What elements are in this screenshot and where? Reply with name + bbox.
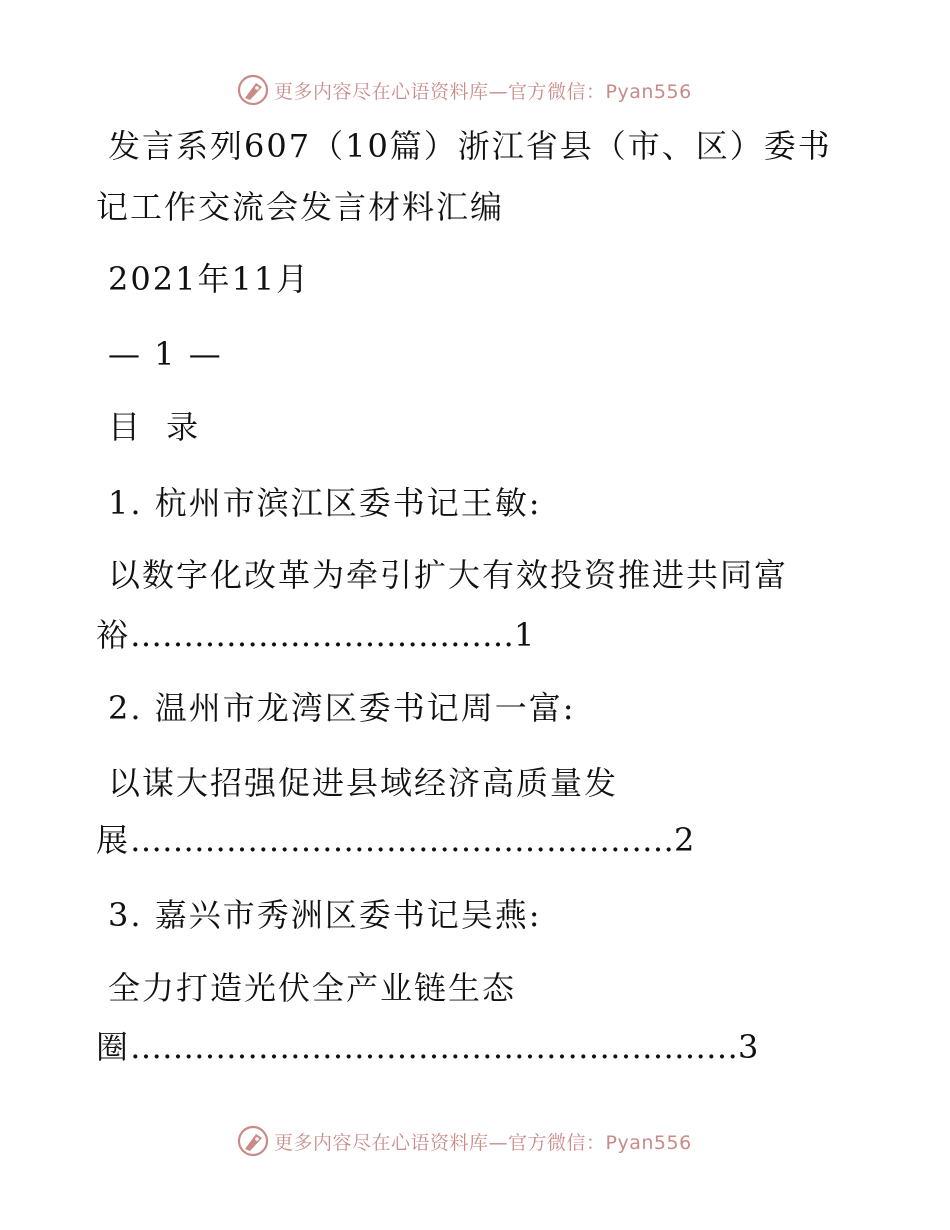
toc-entry-3-page: 3: [738, 1028, 761, 1066]
toc-entry-3-author: 3. 嘉兴市秀洲区委书记吴燕:: [108, 896, 542, 934]
toc-entry-1-dots: ………………………………: [130, 616, 515, 654]
toc-entry-1-title: 以数字化改革为牵引扩大有效投资推进共同富: [108, 556, 789, 594]
pen-nib-icon: [236, 1124, 270, 1158]
toc-entry-2-dots: ……………………………………………: [130, 821, 675, 859]
watermark-text: 更多内容尽在心语资料库—官方微信：Pyan556: [274, 80, 692, 103]
watermark-text: 更多内容尽在心语资料库—官方微信：Pyan556: [274, 1131, 692, 1154]
toc-entry-2-page: 2: [674, 821, 697, 859]
toc-entry-2-leader: [96, 820, 696, 860]
toc-entry-2-title: 以谋大招强促进县域经济高质量发: [108, 764, 619, 802]
toc-entry-2-author: 2. 温州市龙湾区委书记周一富:: [108, 689, 576, 727]
toc-entry-3-leader: [96, 1027, 760, 1067]
pen-nib-icon: [236, 73, 270, 107]
toc-entry-3-title-tail: 圈: [96, 1028, 131, 1066]
page-marker: — 1 —: [108, 335, 223, 373]
toc-entry-2-title-tail: 展: [96, 821, 131, 859]
document-title-line-1: 发言系列607（10篇）浙江省县（市、区）委书: [108, 127, 832, 165]
toc-entry-1-page: 1: [514, 616, 537, 654]
footer-watermark: [236, 1121, 692, 1161]
toc-heading: 目 录: [108, 408, 207, 446]
toc-entry-3-dots: …………………………………………………: [130, 1028, 739, 1066]
document-date: 2021年11月: [108, 260, 311, 298]
toc-entry-3-title: 全力打造光伏全产业链生态: [108, 969, 517, 1007]
toc-entry-1-title-tail: 裕: [96, 616, 131, 654]
header-watermark: [236, 70, 692, 110]
toc-entry-1-leader: [96, 615, 536, 655]
toc-entry-1-author: 1. 杭州市滨江区委书记王敏:: [108, 484, 542, 522]
document-title-line-2: 记工作交流会发言材料汇编: [96, 188, 505, 226]
